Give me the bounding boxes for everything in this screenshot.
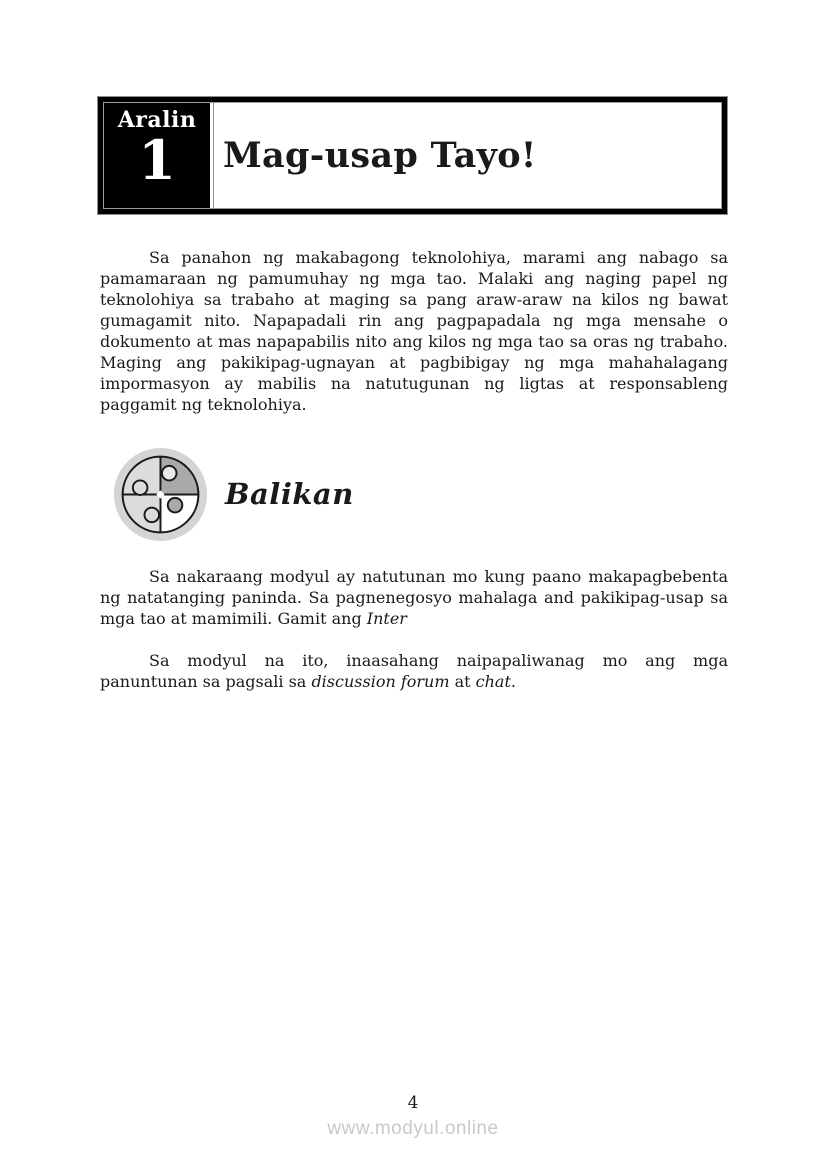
- lesson-number-cell: [104, 103, 210, 208]
- balikan-paragraph-2: [100, 650, 728, 692]
- balikan-paragraph-2-text2: at: [449, 672, 476, 691]
- balikan-paragraph-2-text3: .: [510, 672, 516, 691]
- lesson-number-cell-wrap: [104, 103, 214, 208]
- puzzle-icon: [112, 446, 209, 543]
- balikan-paragraph-2-italic1: discussion forum: [311, 672, 450, 691]
- lesson-title-cell: [214, 103, 721, 208]
- balikan-paragraph-2-italic2: chat: [475, 672, 511, 691]
- intro-paragraph: Sa panahon ng makabagong teknolohiya, marami ang nabago sa pamamaraan ng pamumuhay ng mga tao. Malaki ang naging papel ng teknolohiya sa trabaho at maging sa pang araw-araw na kilos ng bawat gumagamit nito. Napapadali rin ang pagpapadala ng mga mensahe o dokumento at mas napapabilis nito ang kilos ng mga tao sa oras ng trabaho. Maging ang pakikipag-ugnayan at pagbibigay ng mga mahahalagang impormasyon ay mabilis na natutugunan ng ligtas at responsableng paggamit ng teknolohiya.: [100, 248, 728, 414]
- lesson-header-border: [98, 97, 727, 214]
- balikan-paragraph-1: [100, 566, 728, 629]
- page-number: 4: [407, 1093, 419, 1113]
- lesson-header-box: [97, 96, 728, 215]
- watermark-text: www.modyul.online: [327, 1118, 499, 1139]
- lesson-number: 1: [138, 128, 176, 193]
- balikan-paragraph-1-italic: Inter: [366, 609, 407, 628]
- balikan-paragraph-1-text: Sa nakaraang modyul ay natutunan mo kung paano makapagbebenta ng natatanging paninda. Sa pagnenegosyo mahalaga and pakikipag-usap sa mga tao at mamimili. Gamit ang: [100, 567, 728, 628]
- balikan-paragraph-2-text1: Sa modyul na ito, inaasahang naipapaliwanag mo ang mga panuntunan sa pagsali sa: [100, 651, 728, 691]
- lesson-kicker: Aralin: [117, 107, 197, 133]
- lesson-header-inner: [103, 102, 722, 209]
- lesson-title: Mag-usap Tayo!: [223, 135, 537, 176]
- balikan-heading: Balikan: [225, 477, 354, 511]
